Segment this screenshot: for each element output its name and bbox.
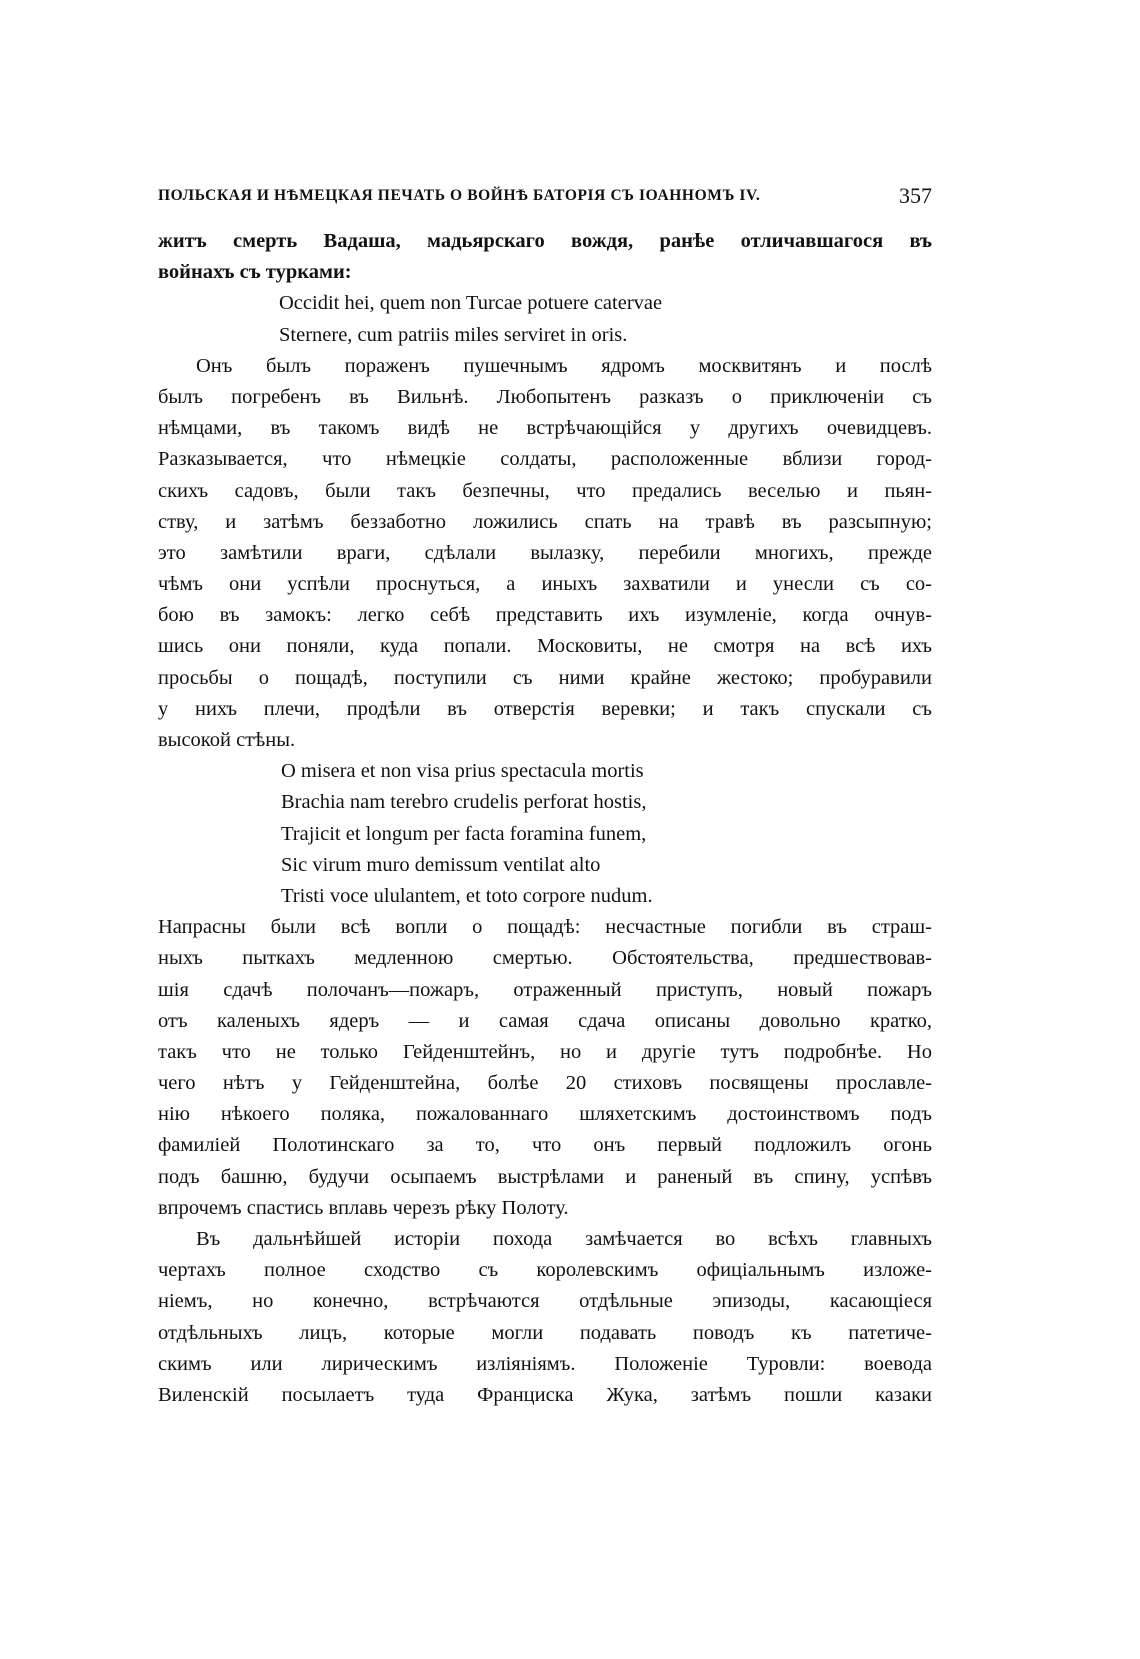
- text-line: Въ дальнѣйшей исторіи похода замѣчается во всѣхъ главныхъ: [196, 1228, 932, 1250]
- text-line: отъ каленыхъ ядеръ — и самая сдача описаны довольно кратко,: [158, 1009, 932, 1032]
- text-line: нѣмцами, въ такомъ видѣ не встрѣчающійся у другихъ очевидцевъ.: [158, 417, 932, 440]
- text-line: ныхъ пыткахъ медленною смертью. Обстоятельства, предшествовав-: [158, 947, 932, 970]
- verse-line: O misera et non visa prius spectacula mortis: [281, 760, 644, 783]
- verse-line: Trajicit et longum per facta foramina funem,: [281, 822, 647, 845]
- text-line: чѣмъ они успѣли проснуться, а иныхъ захватили и унесли съ со-: [158, 573, 932, 596]
- text-line: Напрасны были всѣ вопли о пощадѣ: несчастные погибли въ страш-: [158, 916, 932, 939]
- text-line: подъ башню, будучи осыпаемъ выстрѣлами и раненый въ спину, успѣвъ: [158, 1165, 932, 1188]
- running-title: ПОЛЬСКАЯ И НѢМЕЦКАЯ ПЕЧАТЬ О ВОЙНѢ БАТОРІЯ СЪ ІОАННОМЪ IV.: [158, 187, 761, 204]
- verse-line: Occidit hei, quem non Turcae potuere catervae: [279, 292, 663, 315]
- running-head: [158, 183, 932, 213]
- text-line: чертахъ полное сходство съ королевскимъ офиціальнымъ изложе-: [158, 1259, 932, 1282]
- text-line: это замѣтили враги, сдѣлали вылазку, перебили многихъ, прежде: [158, 541, 932, 564]
- text-line: у нихъ плечи, продѣли въ отверстія веревки; и такъ спускали съ: [158, 697, 932, 720]
- text-line: ніемъ, но конечно, встрѣчаются отдѣльные эпизоды, касающіеся: [158, 1290, 932, 1313]
- text-line: бою въ замокъ: легко себѣ представить ихъ изумленіе, когда очнув-: [158, 604, 932, 627]
- text-line: нію нѣкоего поляка, пожалованнаго шляхетскимъ достоинствомъ подъ: [158, 1103, 932, 1126]
- text-line: скимъ или лирическимъ изліяніямъ. Положеніе Туровли: воевода: [158, 1352, 932, 1375]
- text-line: шись они поняли, куда попали. Московиты, не смотря на всѣ ихъ: [158, 635, 932, 658]
- text-line: отдѣльныхъ лицъ, которые могли подавать поводъ къ патетиче-: [158, 1321, 932, 1344]
- text-line: фамиліей Полотинскаго за то, что онъ первый подложилъ огонь: [158, 1134, 932, 1157]
- verse-line: Sic virum muro demissum ventilat alto: [281, 853, 601, 876]
- page-number: 357: [899, 183, 932, 208]
- text-line: шія сдачѣ полочанъ—пожаръ, отраженный приступъ, новый пожаръ: [158, 978, 932, 1001]
- text-line: Разказывается, что нѣмецкіе солдаты, расположенные вблизи город-: [158, 448, 932, 471]
- body-text: [158, 226, 932, 1411]
- text-line: скихъ садовъ, были такъ безпечны, что предались веселью и пьян-: [158, 479, 932, 502]
- text-line: Виленскій посылаетъ туда Франциска Жука, затѣмъ пошли казаки: [158, 1383, 932, 1406]
- text-line: высокой стѣны.: [158, 729, 296, 751]
- text-line: Онъ былъ пораженъ пушечнымъ ядромъ москвитянъ и послѣ: [196, 354, 932, 377]
- text-line: чего нѣтъ у Гейденштейна, болѣе 20 стиховъ посвящены прославле-: [158, 1072, 932, 1095]
- text-line: былъ погребенъ въ Вильнѣ. Любопытенъ разказъ о приключеніи съ: [158, 385, 932, 408]
- text-line: войнахъ съ турками:: [158, 261, 352, 284]
- text-line: просьбы о пощадѣ, поступили съ ними крайне жестоко; пробуравили: [158, 666, 932, 689]
- verse-line: Sternere, cum patriis miles serviret in oris.: [279, 323, 628, 346]
- verse-line: Tristi voce ululantem, et toto corpore nudum.: [281, 884, 653, 907]
- text-line: впрочемъ спастись вплавь черезъ рѣку Полоту.: [158, 1196, 569, 1219]
- text-line: ству, и затѣмъ беззаботно ложились спать на травѣ въ разсыпную;: [158, 510, 932, 533]
- verse-line: Brachia nam terebro crudelis perforat hostis,: [281, 791, 647, 814]
- text-line: житъ смерть Вадаша, мадьярскаго вождя, ранѣе отличавшагося въ: [158, 230, 932, 252]
- text-line: такъ что не только Гейденштейнъ, но и другіе тутъ подробнѣе. Но: [158, 1040, 932, 1063]
